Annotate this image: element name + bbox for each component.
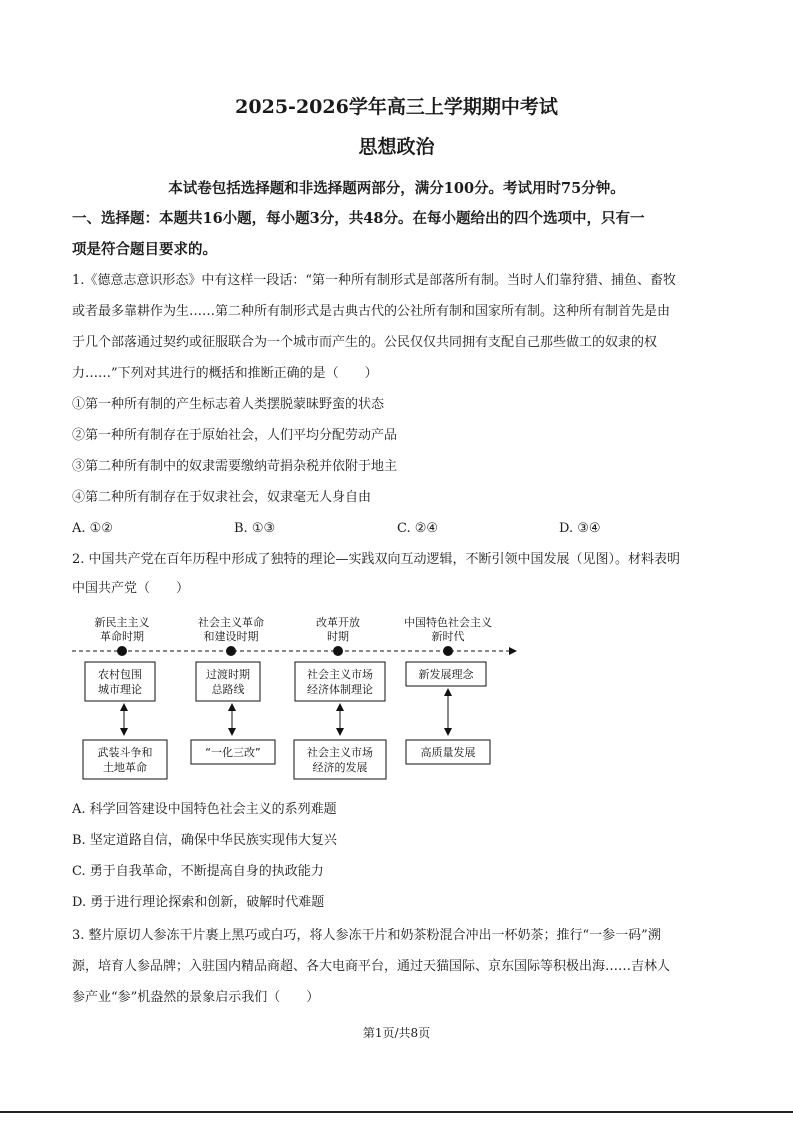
- theory-text-3a: 社会主义市场: [307, 668, 373, 681]
- q1-stem-line: 1.《德意志意识形态》中有这样一段话：“第一种所有制形式是部落所有制。当时人们靠狩猎、捕鱼、畜牧: [72, 273, 677, 288]
- theory-text-2a: 过渡时期: [206, 668, 250, 681]
- theory-text-4: 新发展理念: [418, 668, 474, 681]
- q1-statement-1: ①第一种所有制的产生标志着人类摆脱蒙昧野蛮的状态: [72, 397, 385, 412]
- q1-option-a[interactable]: A. ①②: [72, 521, 113, 536]
- period-label-4b: 新时代: [431, 630, 465, 643]
- q1-stem-line: 或者最多靠耕作为生……第二种所有制形式是古典古代的公社所有制和国家所有制。这种所有制首先是由: [72, 304, 671, 319]
- period-label-1b: 革命时期: [100, 630, 144, 643]
- section-heading-line2: 项是符合题目要求的。: [72, 241, 217, 258]
- subject-title: 思想政治: [358, 136, 435, 158]
- period-label-3a: 改革开放: [316, 616, 360, 629]
- q1-statement-2: ②第一种所有制存在于原始社会，人们平均分配劳动产品: [72, 428, 398, 443]
- q1-option-d[interactable]: D. ③④: [559, 521, 601, 536]
- timeline-node-2: [226, 646, 236, 656]
- q1-stem-line: 于几个部落通过契约或征服联合为一个城市而产生的。公民仅仅共同拥有支配自己那些做工的奴隶的权: [72, 335, 658, 350]
- q1-option-c[interactable]: C. ②④: [397, 521, 439, 536]
- q3-stem-line: 源，培育人参品牌；入驻国内精品商超、各大电商平台，通过天猫国际、京东国际等积极出海……吉林人: [72, 959, 671, 974]
- q2-stem-line: 中国共产党（ ）: [72, 581, 190, 596]
- exam-title: 2025-2026学年高三上学期期中考试: [235, 96, 558, 118]
- q1-stem-line: 力……”下列对其进行的概括和推断正确的是（ ）: [72, 366, 378, 381]
- practice-text-2: “一化三改”: [205, 746, 261, 759]
- practice-text-1a: 武装斗争和: [97, 746, 153, 759]
- period-label-2a: 社会主义革命: [198, 616, 264, 629]
- exam-intro: 本试卷包括选择题和非选择题两部分，满分100分。考试用时75分钟。: [168, 180, 625, 197]
- timeline-node-3: [333, 646, 343, 656]
- q3-stem-line: 参产业“参”机盎然的景象启示我们（ ）: [72, 990, 320, 1005]
- q2-option-c[interactable]: C. 勇于自我革命，不断提高自身的执政能力: [72, 864, 324, 879]
- q1-statement-4: ④第二种所有制存在于奴隶社会，奴隶毫无人身自由: [72, 490, 372, 505]
- theory-text-3b: 经济体制理论: [307, 683, 373, 696]
- timeline-node-1: [117, 646, 127, 656]
- timeline-diagram: [68, 608, 528, 793]
- practice-text-3b: 经济的发展: [312, 761, 368, 774]
- practice-text-4: 高质量发展: [420, 746, 476, 759]
- q2-option-b[interactable]: B. 坚定道路自信，确保中华民族实现伟大复兴: [72, 833, 337, 848]
- q2-stem-line: 2. 中国共产党在百年历程中形成了独特的理论—实践双向互动逻辑，不断引领中国发展（见图）。材料表明: [72, 552, 681, 567]
- period-label-4a: 中国特色社会主义: [404, 616, 492, 629]
- timeline-node-4: [443, 646, 453, 656]
- q2-option-a[interactable]: A. 科学回答建设中国特色社会主义的系列难题: [72, 802, 337, 817]
- practice-text-1b: 土地革命: [103, 761, 147, 774]
- period-label-1a: 新民主主义: [94, 616, 150, 629]
- page-number: 第1页/共8页: [362, 1026, 431, 1040]
- theory-text-1a: 农村包围: [98, 668, 142, 681]
- theory-text-2b: 总路线: [211, 683, 245, 696]
- q1-option-b[interactable]: B. ①③: [234, 521, 276, 536]
- q3-stem-line: 3. 整片原切人参冻干片裹上黑巧或白巧，将人参冻干片和奶茶粉混合冲出一杯奶茶；推行“一参一码”溯: [72, 928, 661, 943]
- period-label-2b: 和建设时期: [203, 630, 259, 643]
- section-heading-line1: 一、选择题：本题共16小题，每小题3分，共48分。在每小题给出的四个选项中，只有一: [72, 210, 645, 227]
- theory-text-1b: 城市理论: [98, 683, 142, 696]
- period-label-3b: 时期: [327, 630, 349, 643]
- practice-text-3a: 社会主义市场: [307, 746, 373, 759]
- q2-option-d[interactable]: D. 勇于进行理论探索和创新，破解时代难题: [72, 895, 325, 910]
- bottom-rule: [0, 1111, 793, 1113]
- q1-statement-3: ③第二种所有制中的奴隶需要缴纳苛捐杂税并依附于地主: [72, 459, 398, 474]
